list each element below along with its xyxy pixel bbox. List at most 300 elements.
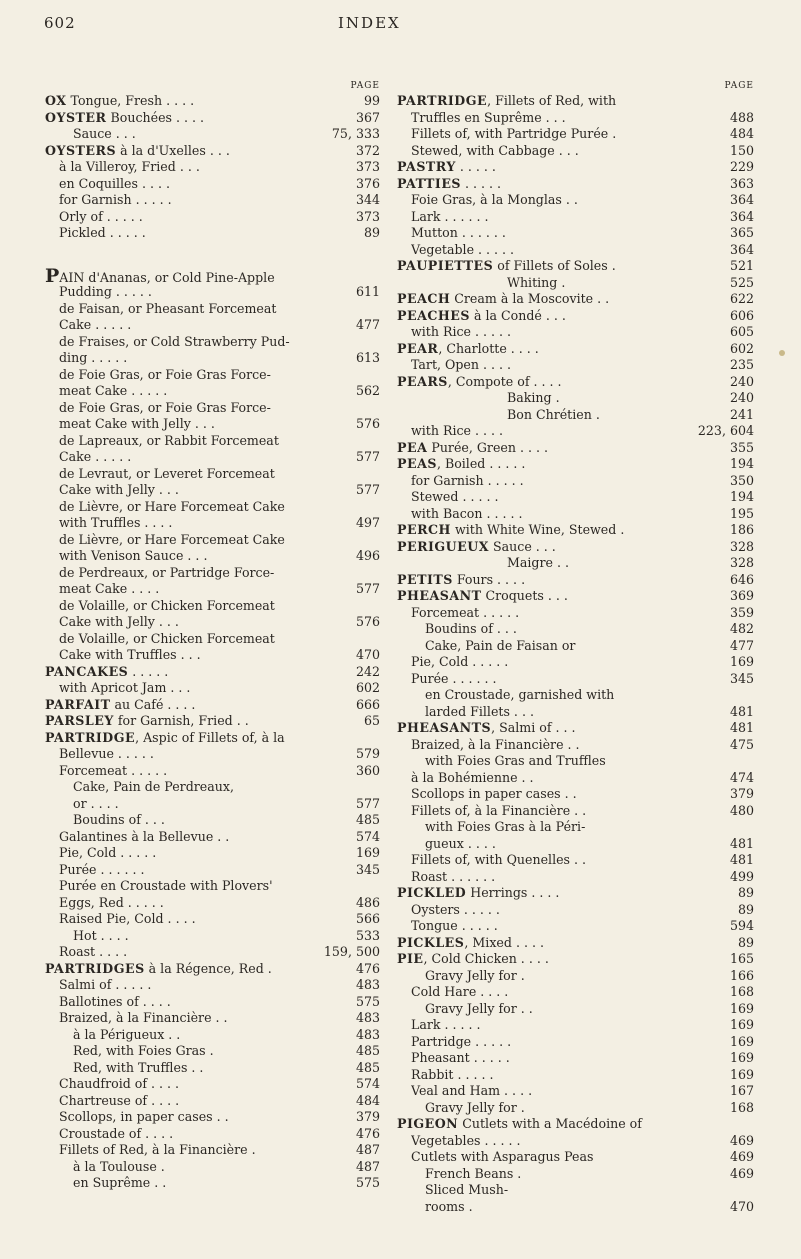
index-entry [397,687,754,704]
index-entry [45,126,380,143]
page-ref: 481 [729,720,754,735]
entry-text: PARFAIT au Café . . . . [45,696,196,712]
entry-text: Cake . . . . . [59,317,132,332]
entry-heading: OYSTER [45,109,107,125]
entry-text: Mutton . . . . . . [411,225,506,240]
index-entry [45,482,380,499]
entry-text: Red, with Truffles . . [73,1059,204,1075]
page-ref: 483 [355,1010,380,1025]
entry-text: Fillets of Red, à la Financière . [59,1142,256,1157]
entry-text: Pudding . . . . . [59,284,152,299]
page-ref: 194 [729,456,754,471]
index-entry [397,704,754,721]
index-entry [397,968,754,985]
page-ref: 75, 333 [331,126,380,141]
entry-text: with Apricot Jam . . . [59,680,191,695]
entry-text: Vegetable . . . . . [411,241,515,257]
page-ref: 89 [737,901,754,917]
entry-text: rooms . [425,1198,473,1214]
index-entry [45,284,380,301]
entry-heading: PHEASANTS [397,720,492,735]
index-entry [397,852,754,869]
index-entry [45,225,380,242]
index-entry [45,400,380,417]
index-entry [397,456,754,473]
entry-text: Purée en Croustade with Plovers' [59,878,273,893]
entry-text: Forcemeat . . . . . [411,604,520,620]
entry-heading: PEACH [397,291,451,306]
entry-heading: PARTRIDGE [397,93,488,108]
page-ref: 169 [729,1000,754,1016]
entry-text: de Volaille, or Chicken Forcemeat [59,597,275,613]
entry-heading: PEA [397,439,428,455]
page-ref: 169 [729,654,754,669]
running-head: INDEX [338,14,401,32]
page-ref: 373 [355,208,380,224]
index-entry [397,654,754,671]
index-entry [45,647,380,664]
page-ref: 350 [729,472,754,488]
index-entry [397,819,754,836]
page-ref: 469 [729,1132,754,1148]
entry-text: Whiting . [507,274,566,290]
page-ref: 355 [729,439,754,455]
page-ref: 372 [355,142,380,158]
entry-heading: PERCH [397,522,451,537]
index-entry [397,836,754,853]
index-entry [45,713,380,730]
index-entry [397,423,754,440]
entry-text: Bellevue . . . . . [59,746,154,761]
index-entry [45,1142,380,1159]
index-entry [45,911,380,928]
entry-heading: PERIGUEUX [397,538,490,554]
page-ref: 525 [729,274,754,290]
entry-text: Braized, à la Financière . . [411,736,580,752]
index-entry [45,730,380,747]
index-entry [397,984,754,1001]
page-number: 602 [44,14,76,32]
entry-text: Veal and Ham . . . . [411,1083,533,1098]
entry-text: PIGEON Cutlets with a Macédoine of [397,1116,642,1131]
index-entry [45,598,380,615]
page-ref: 533 [355,927,380,943]
entry-text: Salmi of . . . . . [59,977,152,992]
entry-text: PETITS Fours . . . . [397,571,526,587]
index-entry [45,176,380,193]
entry-text: Cake with Jelly . . . [59,614,179,629]
page-ref: 169 [729,1066,754,1082]
entry-text: with Truffles . . . . [59,515,173,530]
entry-text: larded Fillets . . . [425,703,534,719]
entry-text: Partridge . . . . . [411,1033,512,1049]
entry-text: de Lièvre, or Hare Forcemeat Cake [59,498,285,514]
index-entry [397,522,754,539]
index-column-left [45,80,380,1192]
entry-text: PHEASANT Croquets . . . [397,588,568,603]
index-entry [397,737,754,754]
entry-text: de Lapreaux, or Rabbit Forcemeat [59,432,279,448]
page-ref: 474 [729,769,754,785]
entry-text: PERCH with White Wine, Stewed . [397,522,625,537]
entry-heading: PARTRIDGES [45,960,145,976]
index-entry [45,301,380,318]
entry-text: with Venison Sauce . . . [59,548,208,563]
entry-text: gueux . . . . [425,835,496,851]
page-header [0,14,801,36]
entry-text: PARTRIDGE, Aspic of Fillets of, à la [45,729,285,745]
index-entry [45,268,380,285]
page-ref: 345 [355,861,380,877]
index-entry [45,812,380,829]
entry-text: Sauce . . . [73,126,136,141]
index-entry [45,697,380,714]
index-entry [45,895,380,912]
index-entry [397,473,754,490]
entry-text: PANCAKES . . . . . [45,663,169,679]
index-entry [45,928,380,945]
entry-heading: PASTRY [397,159,456,174]
index-entry [397,192,754,209]
entry-text: Raised Pie, Cold . . . . [59,911,196,926]
page-ref: 666 [355,696,380,712]
index-entry [397,1149,754,1166]
index-entry [45,614,380,631]
index-entry [45,192,380,209]
entry-text: PICKLED Herrings . . . . [397,885,560,900]
index-entry [45,581,380,598]
index-entry [397,1083,754,1100]
page-ref: 235 [729,357,754,372]
index-entry [397,440,754,457]
entry-text: PEA Purée, Green . . . . [397,439,548,455]
entry-text: Lark . . . . . [411,1017,481,1032]
page-ref: 576 [355,614,380,629]
page-ref: 470 [729,1198,754,1214]
index-entry [397,1034,754,1051]
entry-text: OX Tongue, Fresh . . . . [45,93,195,108]
page-ref: 344 [355,192,380,207]
entry-heading: OYSTERS [45,142,117,158]
index-entry [397,209,754,226]
page-ref: 496 [355,548,380,563]
page-ref: 622 [729,291,754,306]
index-entry [45,433,380,450]
page-label: PAGE [350,81,380,91]
page-ref: 577 [355,482,380,497]
page-ref: 379 [729,786,754,801]
page-ref: 360 [355,762,380,778]
entry-text: Cake, Pain de Faisan or [425,637,576,653]
index-entry [45,1027,380,1044]
entry-text: Rabbit . . . . . [411,1066,494,1082]
entry-heading: PEARS [397,373,448,389]
index-entry [45,664,380,681]
entry-text: Roast . . . . [59,944,128,959]
entry-text: de Levraut, or Leveret Forcemeat [59,465,275,481]
entry-heading: PANCAKES [45,663,129,679]
index-entry [397,902,754,919]
index-entry [397,1166,754,1183]
index-entry [45,499,380,516]
index-entry [397,341,754,358]
entry-text: with Foies Gras and Truffles [425,753,606,768]
index-entry [397,753,754,770]
index-entry [45,143,380,160]
index-entry [397,1116,754,1133]
page-ref: 169 [729,1033,754,1049]
entry-text: PARTRIDGE, Fillets of Red, with [397,93,617,108]
page-ref: 195 [729,505,754,521]
page-ref: 481 [729,703,754,719]
index-entry [397,143,754,160]
entry-text: Stewed, with Cabbage . . . [411,142,579,158]
entry-text: Vegetables . . . . . [411,1132,521,1148]
index-entry [397,291,754,308]
entry-text: with Rice . . . . [411,423,504,438]
entry-text: Pickled . . . . . [59,225,146,240]
entry-text: de Fraises, or Cold Strawberry Pud- [59,333,290,349]
entry-rest: AIN d'Ananas, or Cold Pine-Apple [59,269,275,285]
index-entry [45,1010,380,1027]
index-entry [45,1109,380,1126]
page-ref: 169 [355,845,380,860]
entry-text: de Faisan, or Pheasant Forcemeat [59,300,277,316]
index-column-right [397,80,754,1215]
entry-heading: PEAR [397,340,439,356]
index-entry [45,829,380,846]
index-entry [45,565,380,582]
page-ref: 363 [729,175,754,191]
entry-heading: PICKLED [397,885,467,900]
entry-text: Bon Chrétien . [507,406,600,422]
page-ref: 574 [355,828,380,844]
entry-text: PHEASANTS, Salmi of . . . [397,720,576,735]
page-ref: 364 [729,208,754,224]
index-entry [45,631,380,648]
entry-text: PIE, Cold Chicken . . . . [397,951,549,966]
page-ref: 169 [729,1050,754,1065]
index-entry [397,869,754,886]
index-entry [45,1126,380,1143]
page-ref: 488 [729,109,754,125]
page-ref: 89 [737,934,754,950]
entry-text: de Volaille, or Chicken Forcemeat [59,630,275,646]
entry-text: Tart, Open . . . . [411,357,511,372]
index-entry [397,1199,754,1216]
entry-text: en Suprême . . [73,1175,167,1190]
page-ref: 364 [729,192,754,207]
index-entry [45,334,380,351]
page-ref: 469 [729,1149,754,1164]
page-ref: 486 [355,894,380,910]
page-ref: 499 [729,868,754,884]
entry-heading: PEACHES [397,307,470,323]
entry-text: de Perdreaux, or Partridge Force- [59,564,275,580]
index-entry [397,308,754,325]
page-ref: 483 [355,1026,380,1042]
index-entry [397,506,754,523]
entry-text: Cutlets with Asparagus Peas [411,1149,594,1164]
index-entry [397,93,754,110]
page-ref: 345 [729,670,754,686]
index-entry [397,770,754,787]
index-entry [397,918,754,935]
entry-text: PARTRIDGES à la Régence, Red . [45,960,272,976]
index-entry [397,539,754,556]
entry-text: Fillets of, à la Financière . . [411,802,587,818]
entry-text: Oysters . . . . . [411,901,500,917]
page-ref: 167 [729,1083,754,1098]
entry-text: de Lièvre, or Hare Forcemeat Cake [59,531,285,547]
index-entry [397,720,754,737]
page-ref: 166 [729,967,754,983]
index-entry [45,779,380,796]
page-ref: 159, 500 [323,944,380,959]
entry-heading: PETITS [397,571,453,587]
entry-text: Stewed . . . . . [411,489,499,504]
entry-text: Maigre . . [507,555,569,570]
index-entry [397,605,754,622]
page-ref: 241 [729,406,754,422]
index-entry [45,466,380,483]
index-entry [45,93,380,110]
entry-text: Truffles en Suprême . . . [411,109,566,125]
entry-text: Galantines à la Bellevue . . [59,828,230,844]
entry-text: with Bacon . . . . . [411,505,523,521]
index-entry [45,548,380,565]
page-ref: 562 [355,383,380,398]
entry-text: à la Périgueux . . [73,1026,181,1042]
index-entry [45,977,380,994]
entry-text: meat Cake . . . . . [59,383,168,398]
entry-text: PEAR, Charlotte . . . . [397,340,539,356]
index-entry [397,1182,754,1199]
page-ref: 484 [355,1092,380,1108]
entry-text: with Foies Gras à la Péri- [425,819,586,834]
entry-text: à la Toulouse . [73,1158,165,1174]
page-ref: 485 [355,812,380,827]
entry-heading: PARTRIDGE [45,729,136,745]
entry-heading: PHEASANT [397,588,482,603]
index-entry [45,532,380,549]
entry-text: Purée . . . . . . [59,861,145,877]
page-ref: 484 [729,126,754,141]
page-ref: 497 [355,515,380,530]
page-ref: 577 [355,795,380,811]
index-entry [397,951,754,968]
entry-text: Ballotines of . . . . [59,993,171,1009]
index-entry [397,176,754,193]
entry-text: Orly of . . . . . [59,208,143,224]
index-entry [397,159,754,176]
page-ref: 521 [729,258,754,273]
page-ref: 89 [737,885,754,900]
entry-text: Eggs, Red . . . . . [59,894,164,910]
page-ref: 223, 604 [697,423,754,438]
entry-text: meat Cake . . . . [59,581,160,596]
entry-text: OYSTER Bouchées . . . . [45,109,205,125]
index-entry [45,383,380,400]
drop-letter: P [45,267,60,286]
entry-text: en Coquilles . . . . [59,175,170,191]
entry-text: en Croustade, garnished with [425,687,615,702]
index-entry [397,242,754,259]
page-ref: 576 [355,416,380,431]
entry-text: Pheasant . . . . . [411,1050,510,1065]
page-ref: 240 [729,390,754,405]
entry-text: PAUPIETTES of Fillets of Soles . [397,258,616,273]
index-entry [397,588,754,605]
entry-text: Hot . . . . [73,927,129,943]
index-entry [397,786,754,803]
entry-heading: PIE [397,951,424,966]
index-entry [397,407,754,424]
index-entry [397,803,754,820]
entry-text: OYSTERS à la d'Uxelles . . . [45,142,230,158]
entry-text: Baking . [507,390,560,405]
entry-text: Chaudfroid of . . . . [59,1076,180,1091]
page-ref: 65 [363,713,380,728]
entry-heading: PICKLES [397,934,465,950]
entry-text: Red, with Foies Gras . [73,1043,214,1058]
page-ref: 186 [729,522,754,537]
page-ref: 364 [729,241,754,257]
index-entry [45,317,380,334]
entry-text: Croustade of . . . . [59,1125,174,1141]
index-entry [45,1043,380,1060]
index-entry [397,374,754,391]
entry-text: PEACHES à la Condé . . . [397,307,566,323]
page-ref: 469 [729,1165,754,1181]
entry-text: French Beans . [425,1165,522,1181]
page-ref: 480 [729,802,754,818]
page-ref: 379 [355,1109,380,1124]
page-ref: 602 [729,340,754,356]
index-entry [397,126,754,143]
entry-text: de Foie Gras, or Foie Gras Force- [59,399,271,415]
entry-text: Braized, à la Financière . . [59,1010,228,1025]
entry-heading: PARFAIT [45,696,111,712]
entry-text: meat Cake with Jelly . . . [59,416,215,431]
index-entry [45,1076,380,1093]
index-entry [397,638,754,655]
entry-text: Gravy Jelly for . [425,1099,525,1115]
index-entry [397,1001,754,1018]
index-entry [397,258,754,275]
entry-heading: PARSLEY [45,713,114,728]
entry-text: Tongue . . . . . [411,918,498,933]
index-entry [397,555,754,572]
index-entry [397,357,754,374]
entry-text: for Garnish . . . . . [411,472,524,488]
page-ref: 477 [355,317,380,332]
entry-text: ding . . . . . [59,350,128,365]
page-ref: 99 [363,93,380,108]
index-entry [397,110,754,127]
page-ref: 367 [355,109,380,125]
entry-heading: PATTIES [397,175,462,191]
entry-text: PEACH Cream à la Moscovite . . [397,291,610,306]
margin-mark [779,350,785,356]
entry-heading: OX [45,93,67,108]
index-entry [397,225,754,242]
page-ref: 369 [729,588,754,603]
entry-text: Boudins of . . . [425,621,517,636]
page-ref: 475 [729,736,754,752]
index-entry [45,1175,380,1192]
entry-text: PERIGUEUX Sauce . . . [397,538,556,554]
